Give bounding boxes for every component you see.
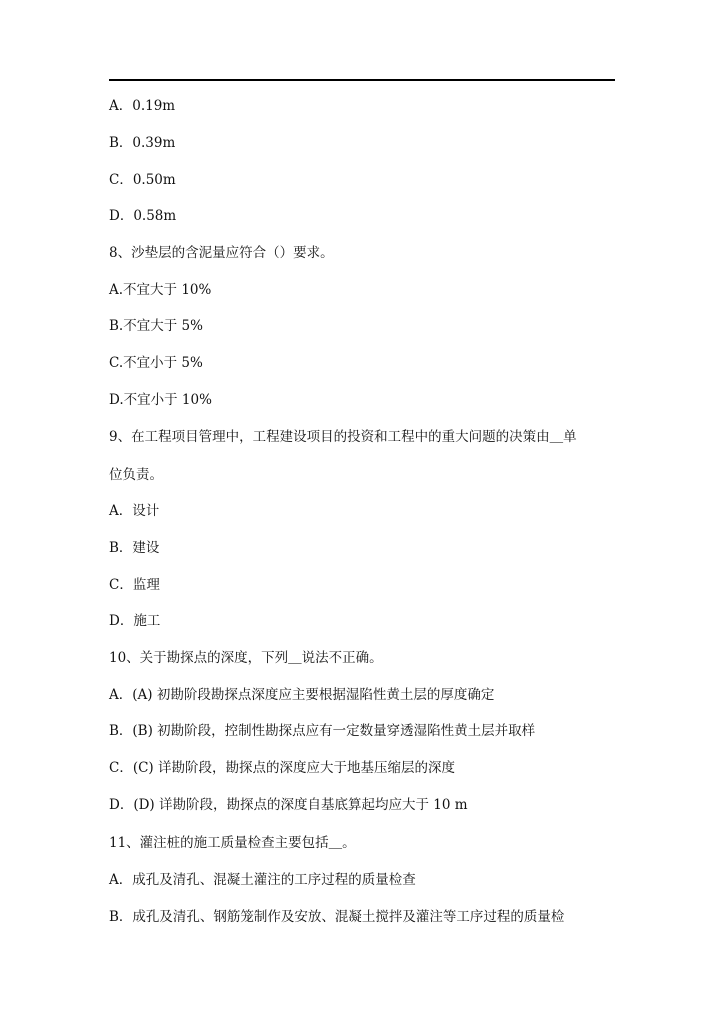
question-8: 8、沙垫层的含泥量应符合（）要求。 — [109, 245, 334, 261]
option-c-0-50m: C．0.50m — [109, 172, 176, 188]
q8-option-c: C.不宜小于 5% — [109, 355, 203, 371]
question-9-line-1: 9、在工程项目管理中，工程建设项目的投资和工程中的重大问题的决策由＿单 — [109, 429, 577, 445]
header-rule — [109, 79, 615, 81]
q11-option-b: B．成孔及清孔、钢筋笼制作及安放、混凝土搅拌及灌注等工序过程的质量检 — [109, 909, 565, 925]
q10-option-c: C．(C) 详勘阶段，勘探点的深度应大于地基压缩层的深度 — [109, 760, 455, 776]
q10-option-b: B．(B) 初勘阶段，控制性勘探点应有一定数量穿透湿陷性黄土层并取样 — [109, 723, 536, 739]
option-b-0-39m: B．0.39m — [109, 135, 176, 151]
q10-option-a: A．(A) 初勘阶段勘探点深度应主要根据湿陷性黄土层的厚度确定 — [109, 687, 495, 703]
q9-option-b: B．建设 — [109, 540, 160, 556]
question-9-line-2: 位负责。 — [109, 467, 163, 483]
question-10: 10、关于勘探点的深度，下列＿说法不正确。 — [109, 650, 383, 666]
q11-option-a: A．成孔及清孔、混凝土灌注的工序过程的质量检查 — [109, 872, 416, 888]
q8-option-a: A.不宜大于 10% — [109, 282, 212, 298]
q10-option-d: D．(D) 详勘阶段，勘探点的深度自基底算起均应大于 10 m — [109, 797, 468, 813]
question-11: 11、灌注桩的施工质量检查主要包括＿。 — [109, 835, 356, 851]
q8-option-d: D.不宜小于 10% — [109, 392, 212, 408]
option-d-0-58m: D．0.58m — [109, 208, 177, 224]
q8-option-b: B.不宜大于 5% — [109, 318, 203, 334]
q9-option-d: D．施工 — [109, 613, 161, 629]
q9-option-c: C．监理 — [109, 577, 160, 593]
q9-option-a: A．设计 — [109, 503, 160, 519]
option-a-0-19m: A．0.19m — [109, 98, 176, 114]
